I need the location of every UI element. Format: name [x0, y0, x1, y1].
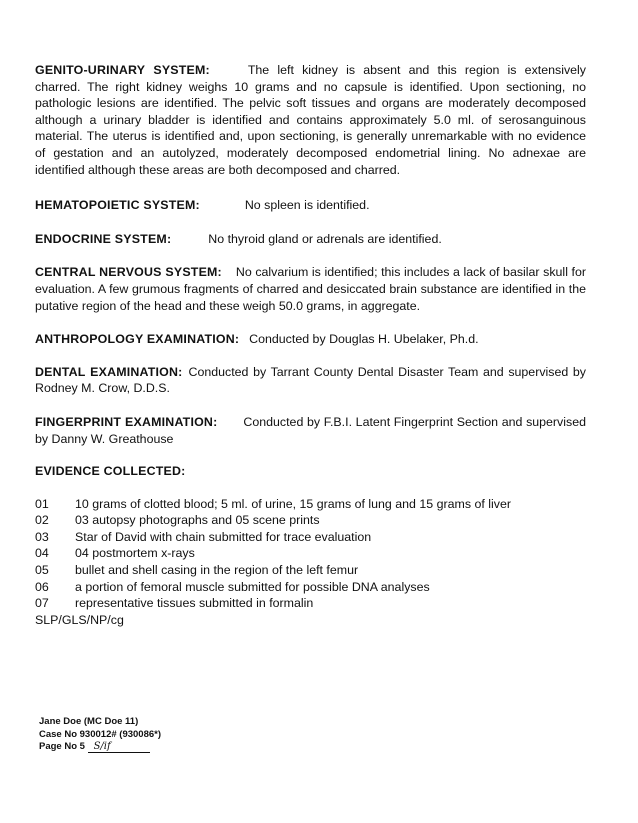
cns-text: No calvarium is identified; this includes a lack of basilar skull for evaluation. A few grumous fragments of charred and desiccated brain substance are identified in the putative region of the head and these weigh 50.0 grams, in aggregate. [35, 265, 586, 313]
evidence-text: Star of David with chain submitted for trace evaluation [75, 529, 372, 544]
footer-case-number: Case No 930012# (930086*) [39, 728, 162, 740]
evidence-number: 03 [35, 529, 49, 544]
genito-urinary-heading: GENITO-URINARY SYSTEM: [35, 63, 210, 77]
hematopoietic-heading: HEMATOPOIETIC SYSTEM: [35, 198, 200, 213]
list-item [35, 529, 586, 546]
endocrine-heading: ENDOCRINE SYSTEM: [35, 231, 172, 246]
evidence-number: 06 [35, 579, 49, 594]
footer-page-number: Page No 5 [39, 741, 85, 752]
genito-urinary-section [35, 62, 586, 178]
fingerprint-section [35, 414, 586, 447]
evidence-number: 05 [35, 563, 49, 578]
list-item [35, 595, 586, 612]
evidence-text: representative tissues submitted in formalin [75, 596, 314, 611]
endocrine-section [35, 231, 586, 248]
evidence-text: 10 grams of clotted blood; 5 ml. of urine, 15 grams of lung and 15 grams of liver [75, 496, 511, 511]
list-item [35, 579, 586, 596]
document-page [35, 62, 586, 628]
evidence-text: 04 postmortem x-rays [75, 546, 195, 561]
dental-section [35, 364, 586, 397]
endocrine-text: No thyroid gland or adrenals are identified. [208, 231, 442, 246]
evidence-number: 02 [35, 513, 49, 528]
fingerprint-text: Conducted by F.B.I. Latent Fingerprint Section and supervised by Danny W. Greathouse [35, 414, 586, 446]
dental-heading: DENTAL EXAMINATION: [35, 364, 183, 379]
list-item [35, 496, 586, 513]
evidence-list [35, 496, 586, 629]
anthropology-text: Conducted by Douglas H. Ubelaker, Ph.d. [249, 332, 479, 347]
list-item [35, 562, 586, 579]
footer-case-name: Jane Doe (MC Doe 11) [39, 716, 139, 727]
page-footer [39, 716, 161, 754]
cns-section [35, 264, 586, 314]
footer-page-line [39, 741, 161, 754]
fingerprint-heading: FINGERPRINT EXAMINATION: [35, 414, 218, 429]
evidence-text: bullet and shell casing in the region of the left femur [75, 563, 359, 578]
evidence-number: 07 [35, 596, 49, 611]
evidence-section [35, 463, 586, 480]
evidence-heading: EVIDENCE COLLECTED: [35, 464, 186, 479]
anthropology-section [35, 331, 586, 348]
evidence-number: 01 [35, 496, 49, 511]
evidence-number: 04 [35, 546, 49, 561]
hematopoietic-text: No spleen is identified. [244, 198, 370, 213]
initials-line: SLP/GLS/NP/cg [35, 612, 124, 627]
evidence-text: a portion of femoral muscle submitted for possible DNA analyses [75, 579, 430, 594]
dental-text: Conducted by Tarrant County Dental Disaster Team and supervised by Rodney M. Crow, D.D.S. [35, 364, 586, 396]
cns-heading: CENTRAL NERVOUS SYSTEM: [35, 265, 222, 280]
hematopoietic-section [35, 197, 586, 214]
list-item [35, 512, 586, 529]
anthropology-heading: ANTHROPOLOGY EXAMINATION: [35, 332, 240, 347]
list-item [35, 545, 586, 562]
genito-urinary-text: The left kidney is absent and this region is extensively charred. The right kidney weighs 10 grams and no capsule is identified. Upon sectioning, no pathologic lesions are identified. The pelvic soft tissues and organs are moderately decomposed although a urinary bladder is identified and contains approximately 5.0 ml. of serosanguinous material. The uterus is identified and, upon sectioning, is generally unremarkable with no evidence of gestation and an autolyzed, moderately decomposed endometrial lining. No adnexae are identified although these areas are both decomposed and charred. [35, 63, 586, 177]
handwritten-initials: S/if [88, 742, 150, 753]
evidence-text: 03 autopsy photographs and 05 scene prints [75, 513, 320, 528]
